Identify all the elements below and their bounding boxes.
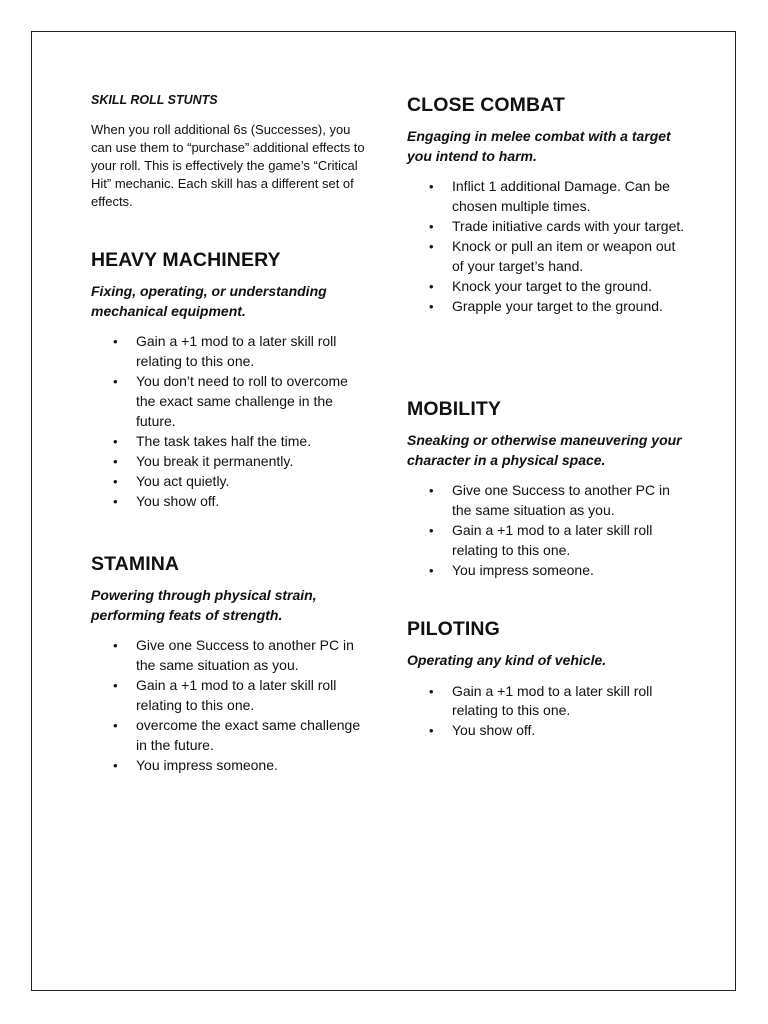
section-piloting — [407, 616, 687, 742]
list-item: • Gain a +1 mod to a later skill roll relating to this one. — [429, 521, 653, 558]
list-item: • You don’t need to roll to overcome the exact same challenge in the future. — [113, 372, 348, 429]
stunt-list — [407, 481, 687, 581]
section-heavy-machinery — [91, 247, 371, 513]
list-item: • Knock your target to the ground. — [407, 277, 687, 297]
section-description: Operating any kind of vehicle. — [407, 652, 607, 668]
list-item: • You break it permanently. — [91, 452, 371, 472]
intro-title: SKILL ROLL STUNTS — [91, 93, 218, 107]
list-item: • Give one Success to another PC in the same situation as you. — [429, 482, 670, 518]
list-item: • Inflict 1 additional Damage. Can be chosen multiple times. — [429, 178, 670, 214]
list-item: • Knock or pull an item or weapon out of your target’s hand. — [429, 238, 676, 274]
section-description: Engaging in melee combat with a target you intend to harm. — [407, 128, 671, 164]
section-description: Fixing, operating, or understanding mechanical equipment. — [91, 283, 327, 319]
bullet-icon: • — [113, 453, 118, 469]
bullet-icon: • — [429, 239, 434, 255]
bullet-icon: • — [429, 723, 434, 739]
bullet-icon: • — [113, 757, 118, 773]
bullet-icon: • — [113, 494, 118, 510]
left-column — [91, 92, 371, 773]
bullet-icon: • — [113, 638, 118, 653]
section-close-combat — [407, 92, 687, 318]
list-item: • The task takes half the time. — [91, 432, 371, 452]
section-stamina — [91, 551, 371, 776]
bullet-icon: • — [429, 218, 434, 234]
bullet-icon: • — [113, 334, 118, 349]
section-title: STAMINA — [91, 553, 180, 575]
bullet-icon: • — [429, 279, 434, 295]
bullet-icon: • — [429, 299, 434, 315]
stunt-list — [407, 682, 687, 742]
bullet-icon: • — [429, 562, 434, 578]
list-item: • You impress someone. — [407, 561, 687, 581]
bullet-icon: • — [113, 677, 118, 693]
list-item: • Grapple your target to the ground. — [407, 297, 687, 317]
section-title: MOBILITY — [407, 398, 501, 420]
bullet-icon: • — [429, 179, 434, 194]
stunt-list — [91, 636, 371, 776]
list-item: • Gain a +1 mod to a later skill roll relating to this one. — [113, 333, 337, 369]
bullet-icon: • — [429, 483, 434, 498]
list-item: • You show off. — [91, 492, 371, 512]
bullet-icon: • — [113, 373, 118, 389]
intro-text: When you roll additional 6s (Successes), you can use them to “purchase” additional effects to your roll. This is effectively the game’s “Critical Hit” mechanic. Each skill has a different set of effects. — [91, 122, 365, 209]
list-item: • You impress someone. — [91, 756, 371, 776]
list-item: • You act quietly. — [91, 472, 371, 492]
bullet-icon: • — [429, 522, 434, 538]
bullet-icon: • — [113, 717, 118, 733]
list-item: • Gain a +1 mod to a later skill roll relating to this one. — [113, 676, 337, 713]
section-title: HEAVY MACHINERY — [91, 249, 281, 271]
stunt-list — [91, 332, 371, 512]
bullet-icon: • — [113, 433, 118, 449]
section-title: PILOTING — [407, 618, 500, 640]
section-title: CLOSE COMBAT — [407, 94, 565, 116]
list-item: • Trade initiative cards with your target. — [407, 217, 687, 237]
section-description: Powering through physical strain, performing feats of strength. — [91, 587, 317, 623]
list-item: • Gain a +1 mod to a later skill roll relating to this one. — [429, 682, 653, 719]
section-mobility — [407, 396, 687, 581]
bullet-icon: • — [113, 474, 118, 490]
list-item: • overcome the exact same challenge in the future. — [113, 716, 361, 753]
bullet-icon: • — [429, 683, 434, 699]
list-item: • You show off. — [407, 721, 687, 741]
list-item: • Give one Success to another PC in the same situation as you. — [113, 637, 354, 673]
section-description: Sneaking or otherwise maneuvering your character in a physical space. — [407, 432, 682, 468]
stunt-list — [407, 177, 687, 317]
